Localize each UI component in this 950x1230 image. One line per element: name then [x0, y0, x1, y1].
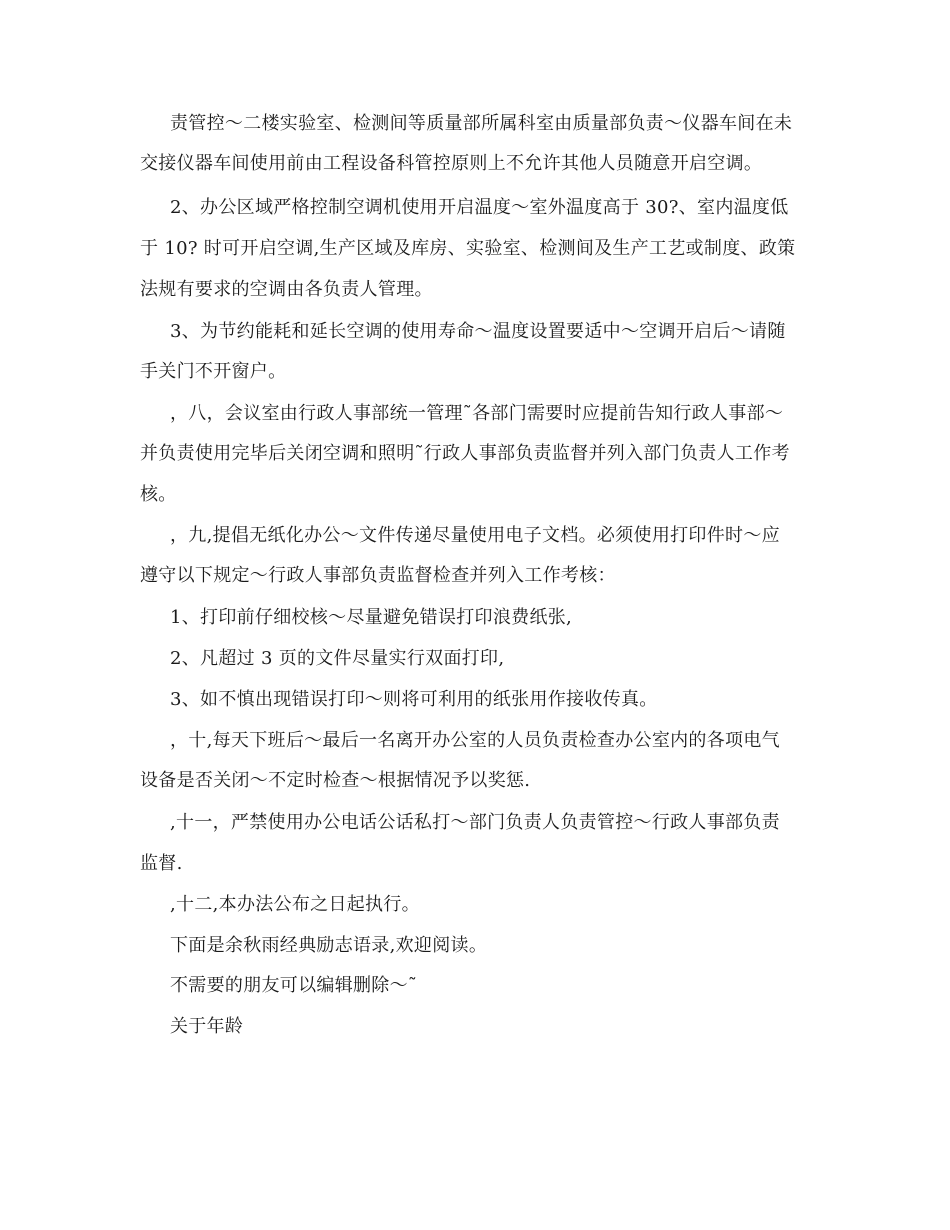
text-line-4: 于 10? 时可开启空调,生产区域及库房、实验室、检测间及生产工艺或制度、政策 [140, 238, 796, 259]
text-line-2: 交接仪器车间使用前由工程设备科管控原则上不允许其他人员随意开启空调。 [140, 153, 763, 174]
text-line-16: ，十,每天下班后～最后一名离开办公室的人员负责检查办公室内的各项电气 [170, 730, 780, 751]
text-line-17: 设备是否关闭～不定时检查～根据情况予以奖惩. [140, 770, 531, 791]
text-line-21: 下面是余秋雨经典励志语录,欢迎阅读。 [170, 935, 488, 956]
text-line-9: 并负责使用完毕后关闭空调和照明˜行政人事部负责监督并列入部门负责人工作考 [140, 443, 790, 464]
text-line-8: ，八，会议室由行政人事部统一管理˜各部门需要时应提前告知行政人事部～ [170, 403, 784, 424]
text-line-5: 法规有要求的空调由各负责人管理。 [140, 279, 433, 300]
text-line-6: 3、为节约能耗和延长空调的使用寿命～温度设置要适中～空调开启后～请随 [170, 321, 786, 342]
text-line-22: 不需要的朋友可以编辑删除～˜ [170, 975, 418, 996]
text-line-12: 遵守以下规定～行政人事部负责监督检查并列入工作考核： [140, 565, 616, 586]
text-line-10: 核。 [140, 484, 177, 505]
text-line-11: ，九,提倡无纸化办公～文件传递尽量使用电子文档。必须使用打印件时～应 [170, 525, 780, 546]
text-line-18: ,十一，严禁使用办公电话公话私打～部门负责人负责管控～行政人事部负责 [170, 812, 780, 833]
text-line-1: 责管控～二楼实验室、检测间等质量部所属科室由质量部负责～仪器车间在未 [170, 113, 793, 134]
text-line-15: 3、如不慎出现错误打印～则将可利用的纸张用作接收传真。 [170, 689, 658, 710]
text-line-3: 2、办公区域严格控制空调机使用开启温度～室外温度高于 30?、室内温度低 [170, 197, 789, 218]
text-line-23: 关于年龄 [170, 1016, 244, 1037]
text-line-20: ,十二,本办法公布之日起执行。 [170, 894, 420, 915]
text-line-19: 监督. [140, 853, 183, 874]
text-line-13: 1、打印前仔细校核～尽量避免错误打印浪费纸张, [170, 607, 573, 628]
text-line-14: 2、凡超过 3 页的文件尽量实行双面打印, [170, 648, 505, 669]
text-line-7: 手关门不开窗户。 [140, 361, 287, 382]
